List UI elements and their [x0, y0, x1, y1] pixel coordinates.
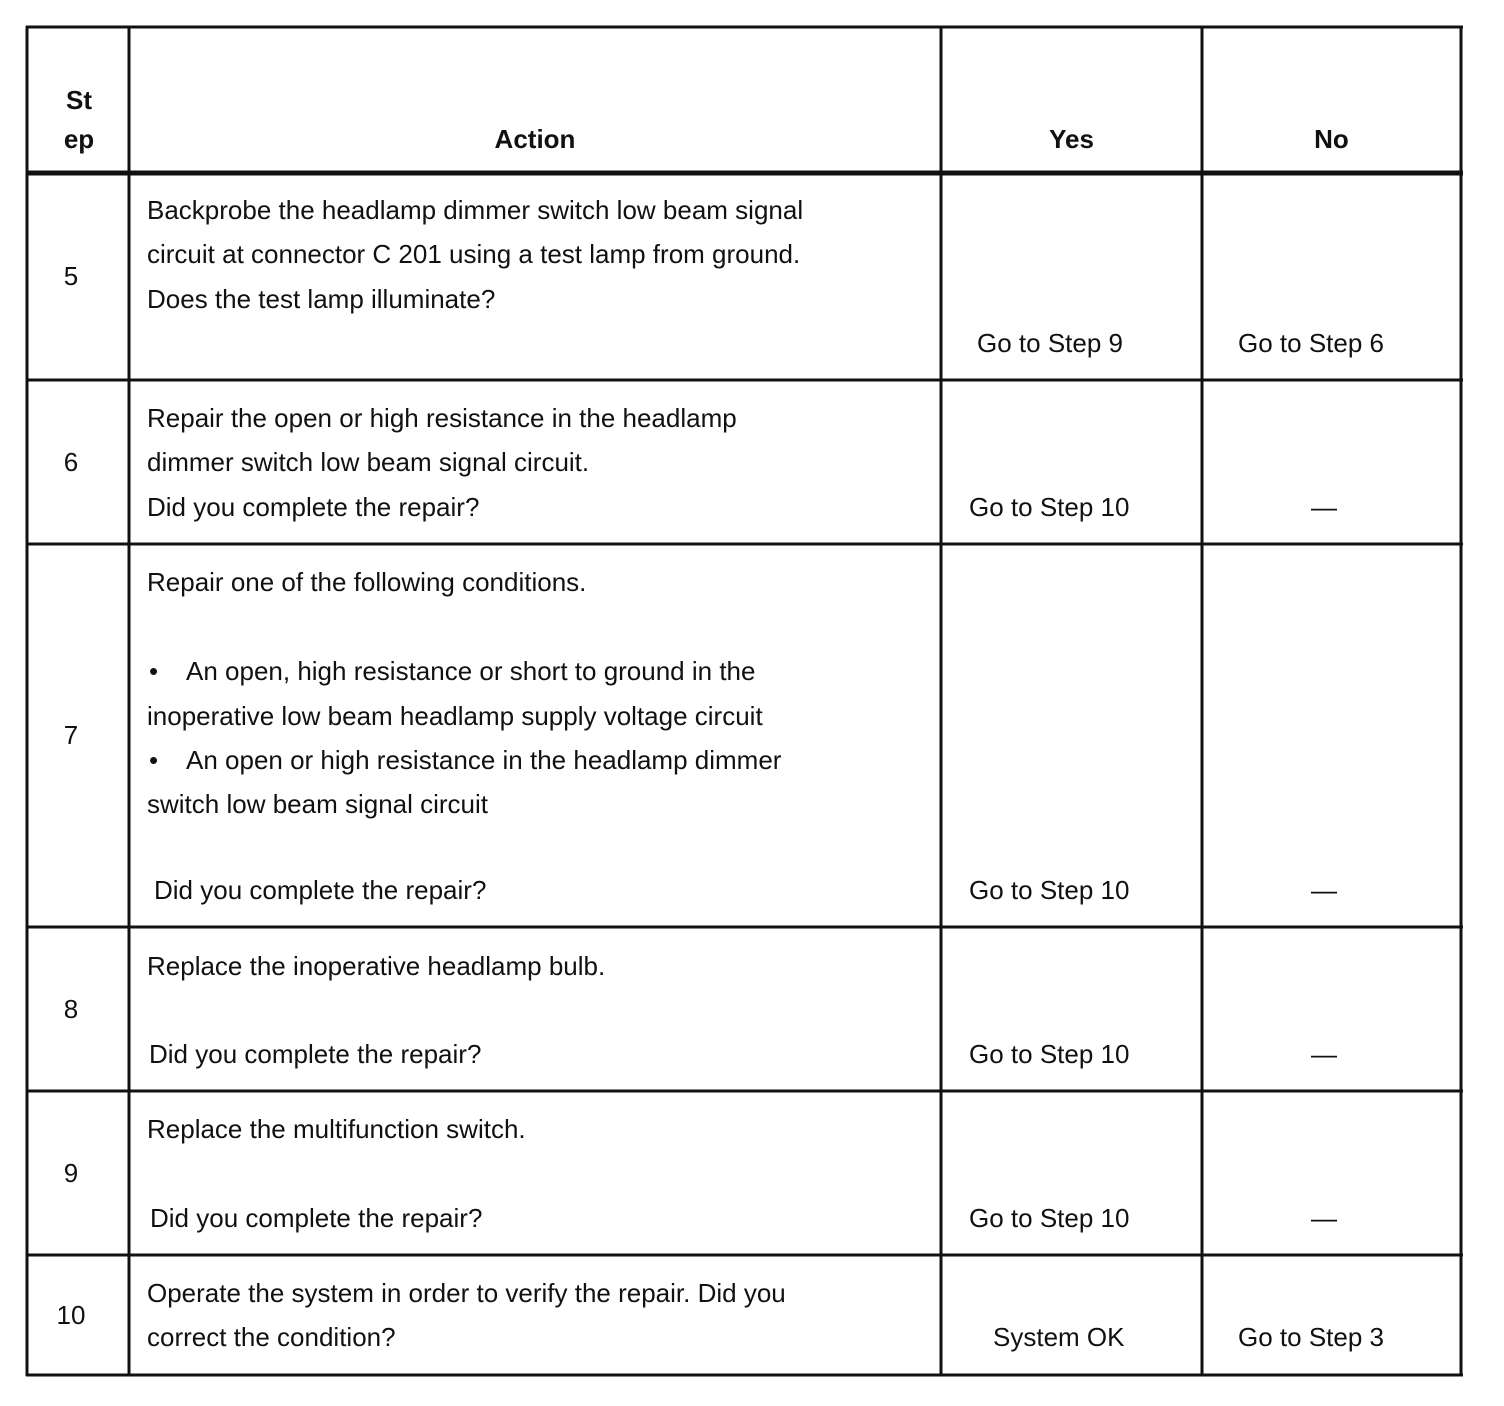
no-result: — [1311, 1203, 1337, 1233]
step-number: 5 [63, 261, 79, 291]
no-result: — [1311, 492, 1337, 522]
action-text: Does the test lamp illuminate? [147, 284, 496, 314]
action-text: inoperative low beam headlamp supply voltage circuit [147, 701, 763, 731]
action-text: Operate the system in order to verify the repair. Did you [147, 1278, 786, 1308]
action-text: Repair one of the following conditions. [147, 567, 587, 597]
action-text: Replace the multifunction switch. [147, 1114, 526, 1144]
no-result: Go to Step 3 [1238, 1322, 1384, 1352]
action-text: circuit at connector C 201 using a test lamp from ground. [147, 239, 801, 269]
header-no: No [1314, 124, 1349, 154]
header-yes: Yes [1049, 124, 1094, 154]
action-text: Repair the open or high resistance in the headlamp [147, 403, 737, 433]
step-number: 7 [63, 720, 79, 750]
action-text: Did you complete the repair? [149, 1039, 482, 1069]
action-text: correct the condition? [147, 1322, 396, 1352]
action-text: Replace the inoperative headlamp bulb. [147, 951, 606, 981]
yes-result: Go to Step 10 [969, 875, 1130, 905]
action-text: Backprobe the headlamp dimmer switch low beam signal [147, 195, 804, 225]
step-number: 10 [56, 1300, 86, 1330]
step-number: 9 [63, 1158, 79, 1188]
yes-result: System OK [993, 1322, 1125, 1352]
bullet: • [149, 745, 159, 775]
action-text: Did you complete the repair? [147, 492, 480, 522]
header-step-line1: St [66, 85, 92, 115]
yes-result: Go to Step 10 [969, 1039, 1130, 1069]
step-number: 6 [63, 447, 79, 477]
step-number: 8 [63, 994, 79, 1024]
action-text: An open, high resistance or short to ground in the [186, 656, 756, 686]
action-text: Did you complete the repair? [150, 1203, 483, 1233]
yes-result: Go to Step 10 [969, 492, 1130, 522]
yes-result: Go to Step 10 [969, 1203, 1130, 1233]
action-text: An open or high resistance in the headlamp dimmer [186, 745, 782, 775]
no-result: — [1311, 1039, 1337, 1069]
action-text: dimmer switch low beam signal circuit. [147, 447, 590, 477]
yes-result: Go to Step 9 [977, 328, 1123, 358]
no-result: — [1311, 875, 1337, 905]
action-text: Did you complete the repair? [154, 875, 487, 905]
bullet: • [149, 656, 159, 686]
action-text: switch low beam signal circuit [147, 789, 489, 819]
header-step-line2: ep [63, 124, 95, 154]
header-action: Action [494, 124, 576, 154]
no-result: Go to Step 6 [1238, 328, 1384, 358]
